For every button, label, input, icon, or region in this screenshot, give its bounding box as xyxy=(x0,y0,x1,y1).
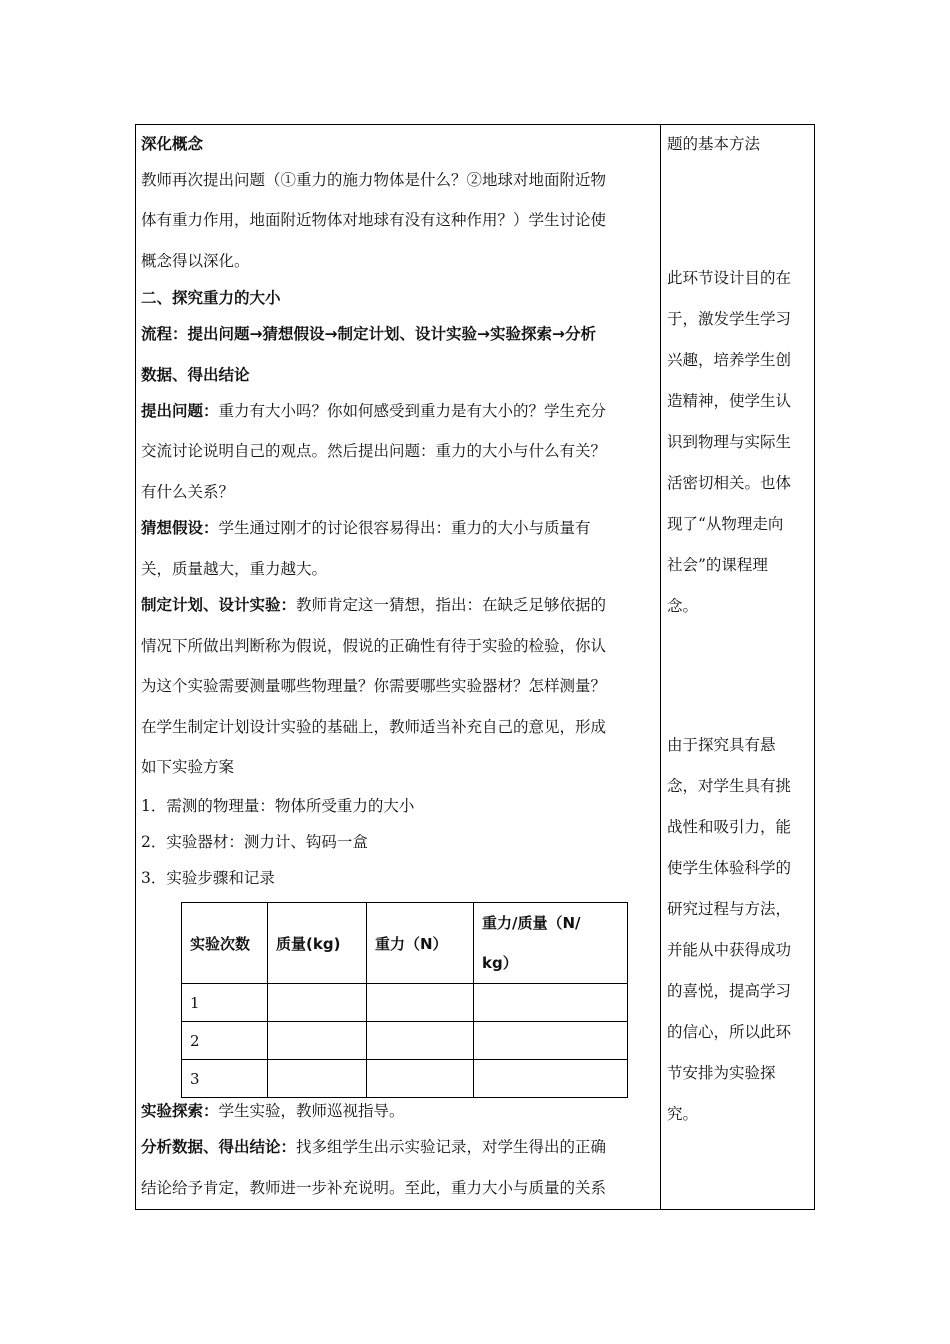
gravity-cell xyxy=(367,984,474,1022)
table-header-row xyxy=(182,903,628,984)
guess-label: 猜想假设： xyxy=(141,519,219,537)
guess-line1 xyxy=(141,518,591,538)
header-mass: 质量(kg) xyxy=(268,903,367,984)
header-trial: 实验次数 xyxy=(182,903,268,984)
ask-line1 xyxy=(141,401,606,421)
header-ratio xyxy=(474,903,628,984)
plan-label: 制定计划、设计实验： xyxy=(141,596,297,614)
ratio-cell xyxy=(474,1022,628,1060)
plan-line5: 如下实验方案 xyxy=(141,758,235,776)
ratio-cell xyxy=(474,1060,628,1098)
note-line: 造精神，使学生认 xyxy=(667,392,792,410)
trial-cell: 1 xyxy=(182,984,268,1022)
table-row xyxy=(182,1060,628,1098)
note-line: 兴趣，培养学生创 xyxy=(667,351,792,369)
p1-line1: 教师再次提出问题（①重力的施力物体是什么？②地球对地面附近物 xyxy=(141,171,607,189)
note-line: 念。 xyxy=(667,597,699,615)
ask-line2: 交流讨论说明自己的观点。然后提出问题：重力的大小与什么有关？ xyxy=(141,442,607,460)
ask-label: 提出问题： xyxy=(141,402,219,420)
plan-line1 xyxy=(141,595,606,615)
guess-line2: 关，质量越大，重力越大。 xyxy=(141,560,328,578)
gravity-cell xyxy=(367,1022,474,1060)
p1-line2: 体有重力作用，地面附近物体对地球有没有这种作用？）学生讨论使 xyxy=(141,211,607,229)
analyze-line1 xyxy=(141,1137,606,1157)
left-column xyxy=(141,125,653,1209)
table-row xyxy=(182,984,628,1022)
trial-cell: 2 xyxy=(182,1022,268,1060)
note-line: 战性和吸引力，能 xyxy=(667,818,792,836)
mass-cell xyxy=(268,1022,367,1060)
note-line: 识到物理与实际生 xyxy=(667,433,792,451)
note-line: 的信心，所以此环 xyxy=(667,1023,792,1041)
item-2: 2．实验器材：测力计、钩码一盒 xyxy=(141,833,368,851)
ratio-cell xyxy=(474,984,628,1022)
header-ratio-line1: 重力/质量（N/ xyxy=(482,914,581,932)
note-line: 念，对学生具有挑 xyxy=(667,777,792,795)
lesson-table xyxy=(135,124,815,1210)
flow-line2: 数据、得出结论 xyxy=(141,366,250,384)
note-line: 于，激发学生学习 xyxy=(667,310,792,328)
plan-line2: 情况下所做出判断称为假说，假说的正确性有待于实验的检验，你认 xyxy=(141,637,607,655)
p1-line3: 概念得以深化。 xyxy=(141,252,250,270)
note-line: 此环节设计目的在 xyxy=(667,269,792,287)
plan-line4: 在学生制定计划设计实验的基础上，教师适当补充自己的意见，形成 xyxy=(141,718,607,736)
note-line: 由于探究具有悬 xyxy=(667,736,776,754)
analyze-line2: 结论给予肯定，教师进一步补充说明。至此，重力大小与质量的关系 xyxy=(141,1179,607,1197)
gravity-cell xyxy=(367,1060,474,1098)
experiment-table xyxy=(181,902,628,1098)
heading-deepen-concept: 深化概念 xyxy=(141,135,204,153)
note-line: 并能从中获得成功 xyxy=(667,941,792,959)
item-3: 3．实验步骤和记录 xyxy=(141,869,275,887)
ask-line3: 有什么关系？ xyxy=(141,483,235,501)
explore-line xyxy=(141,1101,405,1121)
note-line: 活密切相关。也体 xyxy=(667,474,792,492)
table-row xyxy=(182,1022,628,1060)
heading-explore-gravity: 二、探究重力的大小 xyxy=(141,289,281,307)
ask-text-1: 重力有大小吗？你如何感受到重力是有大小的？学生充分 xyxy=(218,402,607,420)
note-line: 题的基本方法 xyxy=(667,135,761,153)
flow-line1: 流程：提出问题→猜想假设→制定计划、设计实验→实验探索→分析 xyxy=(141,325,596,343)
plan-text-1: 教师肯定这一猜想，指出：在缺乏足够依据的 xyxy=(296,596,607,614)
note-line: 社会”的课程理 xyxy=(667,556,768,574)
explore-label: 实验探索： xyxy=(141,1102,219,1120)
analyze-text-1: 找多组学生出示实验记录，对学生得出的正确 xyxy=(296,1138,607,1156)
note-line: 的喜悦，提高学习 xyxy=(667,982,792,1000)
explore-text: 学生实验，教师巡视指导。 xyxy=(218,1102,405,1120)
analyze-label: 分析数据、得出结论： xyxy=(141,1138,297,1156)
mass-cell xyxy=(268,1060,367,1098)
note-line: 使学生体验科学的 xyxy=(667,859,792,877)
note-line: 节安排为实验探 xyxy=(667,1064,776,1082)
column-divider xyxy=(660,125,661,1209)
guess-text-1: 学生通过刚才的讨论很容易得出：重力的大小与质量有 xyxy=(218,519,591,537)
item-1: 1．需测的物理量：物体所受重力的大小 xyxy=(141,797,415,815)
trial-cell: 3 xyxy=(182,1060,268,1098)
note-line: 研究过程与方法， xyxy=(667,900,792,918)
note-line: 现了“从物理走向 xyxy=(667,515,784,533)
mass-cell xyxy=(268,984,367,1022)
plan-line3: 为这个实验需要测量哪些物理量？你需要哪些实验器材？怎样测量？ xyxy=(141,677,607,695)
header-ratio-line2: kg） xyxy=(482,954,518,972)
right-column xyxy=(667,125,809,1209)
header-gravity: 重力（N） xyxy=(367,903,474,984)
note-line: 究。 xyxy=(667,1105,699,1123)
